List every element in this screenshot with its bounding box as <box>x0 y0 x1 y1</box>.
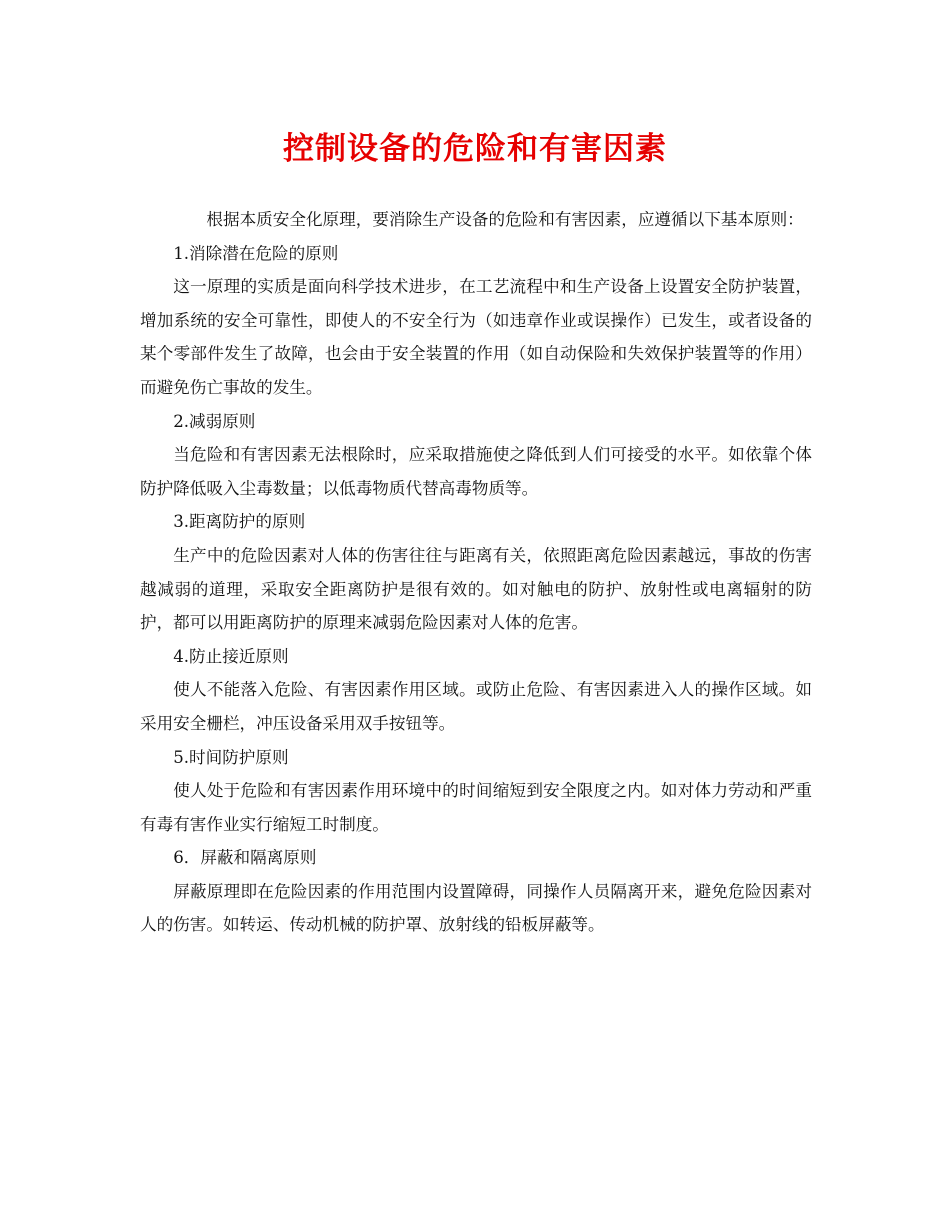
document-title: 控制设备的危险和有害因素 <box>283 131 667 167</box>
section-paragraph-3: 生产中的危险因素对人体的伤害往往与距离有关，依照距离危险因素越远，事故的伤害越减弱的道理，采取安全距离防护是很有效的。如对触电的防护、放射性或电离辐射的防护，都可以用距离防护的原理来减弱危险因素对人体的危害。 <box>140 545 812 633</box>
section-heading-5: 5.时间防护原则 <box>173 747 289 767</box>
section-paragraph-2: 当危险和有害因素无法根除时，应采取措施使之降低到人们可接受的水平。如依靠个体防护降低吸入尘毒数量；以低毒物质代替高毒物质等。 <box>140 445 812 498</box>
intro-paragraph: 根据本质安全化原理，要消除生产设备的危险和有害因素，应遵循以下基本原则： <box>206 210 804 229</box>
section-paragraph-6: 屏蔽原理即在危险因素的作用范围内设置障碍，同操作人员隔离开来，避免危险因素对人的伤害。如转运、传动机械的防护罩、放射线的铅板屏蔽等。 <box>140 881 812 935</box>
section-paragraph-4: 使人不能落入危险、有害因素作用区域。或防止危险、有害因素进入人的操作区域。如采用安全栅栏，冲压设备采用双手按钮等。 <box>140 680 812 733</box>
section-heading-2: 2.减弱原则 <box>173 411 256 431</box>
document-body <box>140 203 812 942</box>
section-heading-4: 4.防止接近原则 <box>173 646 289 666</box>
section-heading-1: 1.消除潜在危险的原则 <box>173 243 339 263</box>
section-paragraph-1: 这一原理的实质是面向科学技术进步，在工艺流程中和生产设备上设置安全防护装置，增加系统的安全可靠性，即使人的不安全行为（如违章作业或误操作）已发生，或者设备的某个零部件发生了故障，也会由于安全装置的作用（如自动保险和失效保护装置等的作用）而避免伤亡事故的发生。 <box>140 277 812 397</box>
section-heading-6: 6．屏蔽和隔离原则 <box>173 848 317 868</box>
section-heading-3: 3.距离防护的原则 <box>173 512 306 532</box>
section-paragraph-5: 使人处于危险和有害因素作用环境中的时间缩短到安全限度之内。如对体力劳动和严重有毒有害作业实行缩短工时制度。 <box>140 781 812 834</box>
